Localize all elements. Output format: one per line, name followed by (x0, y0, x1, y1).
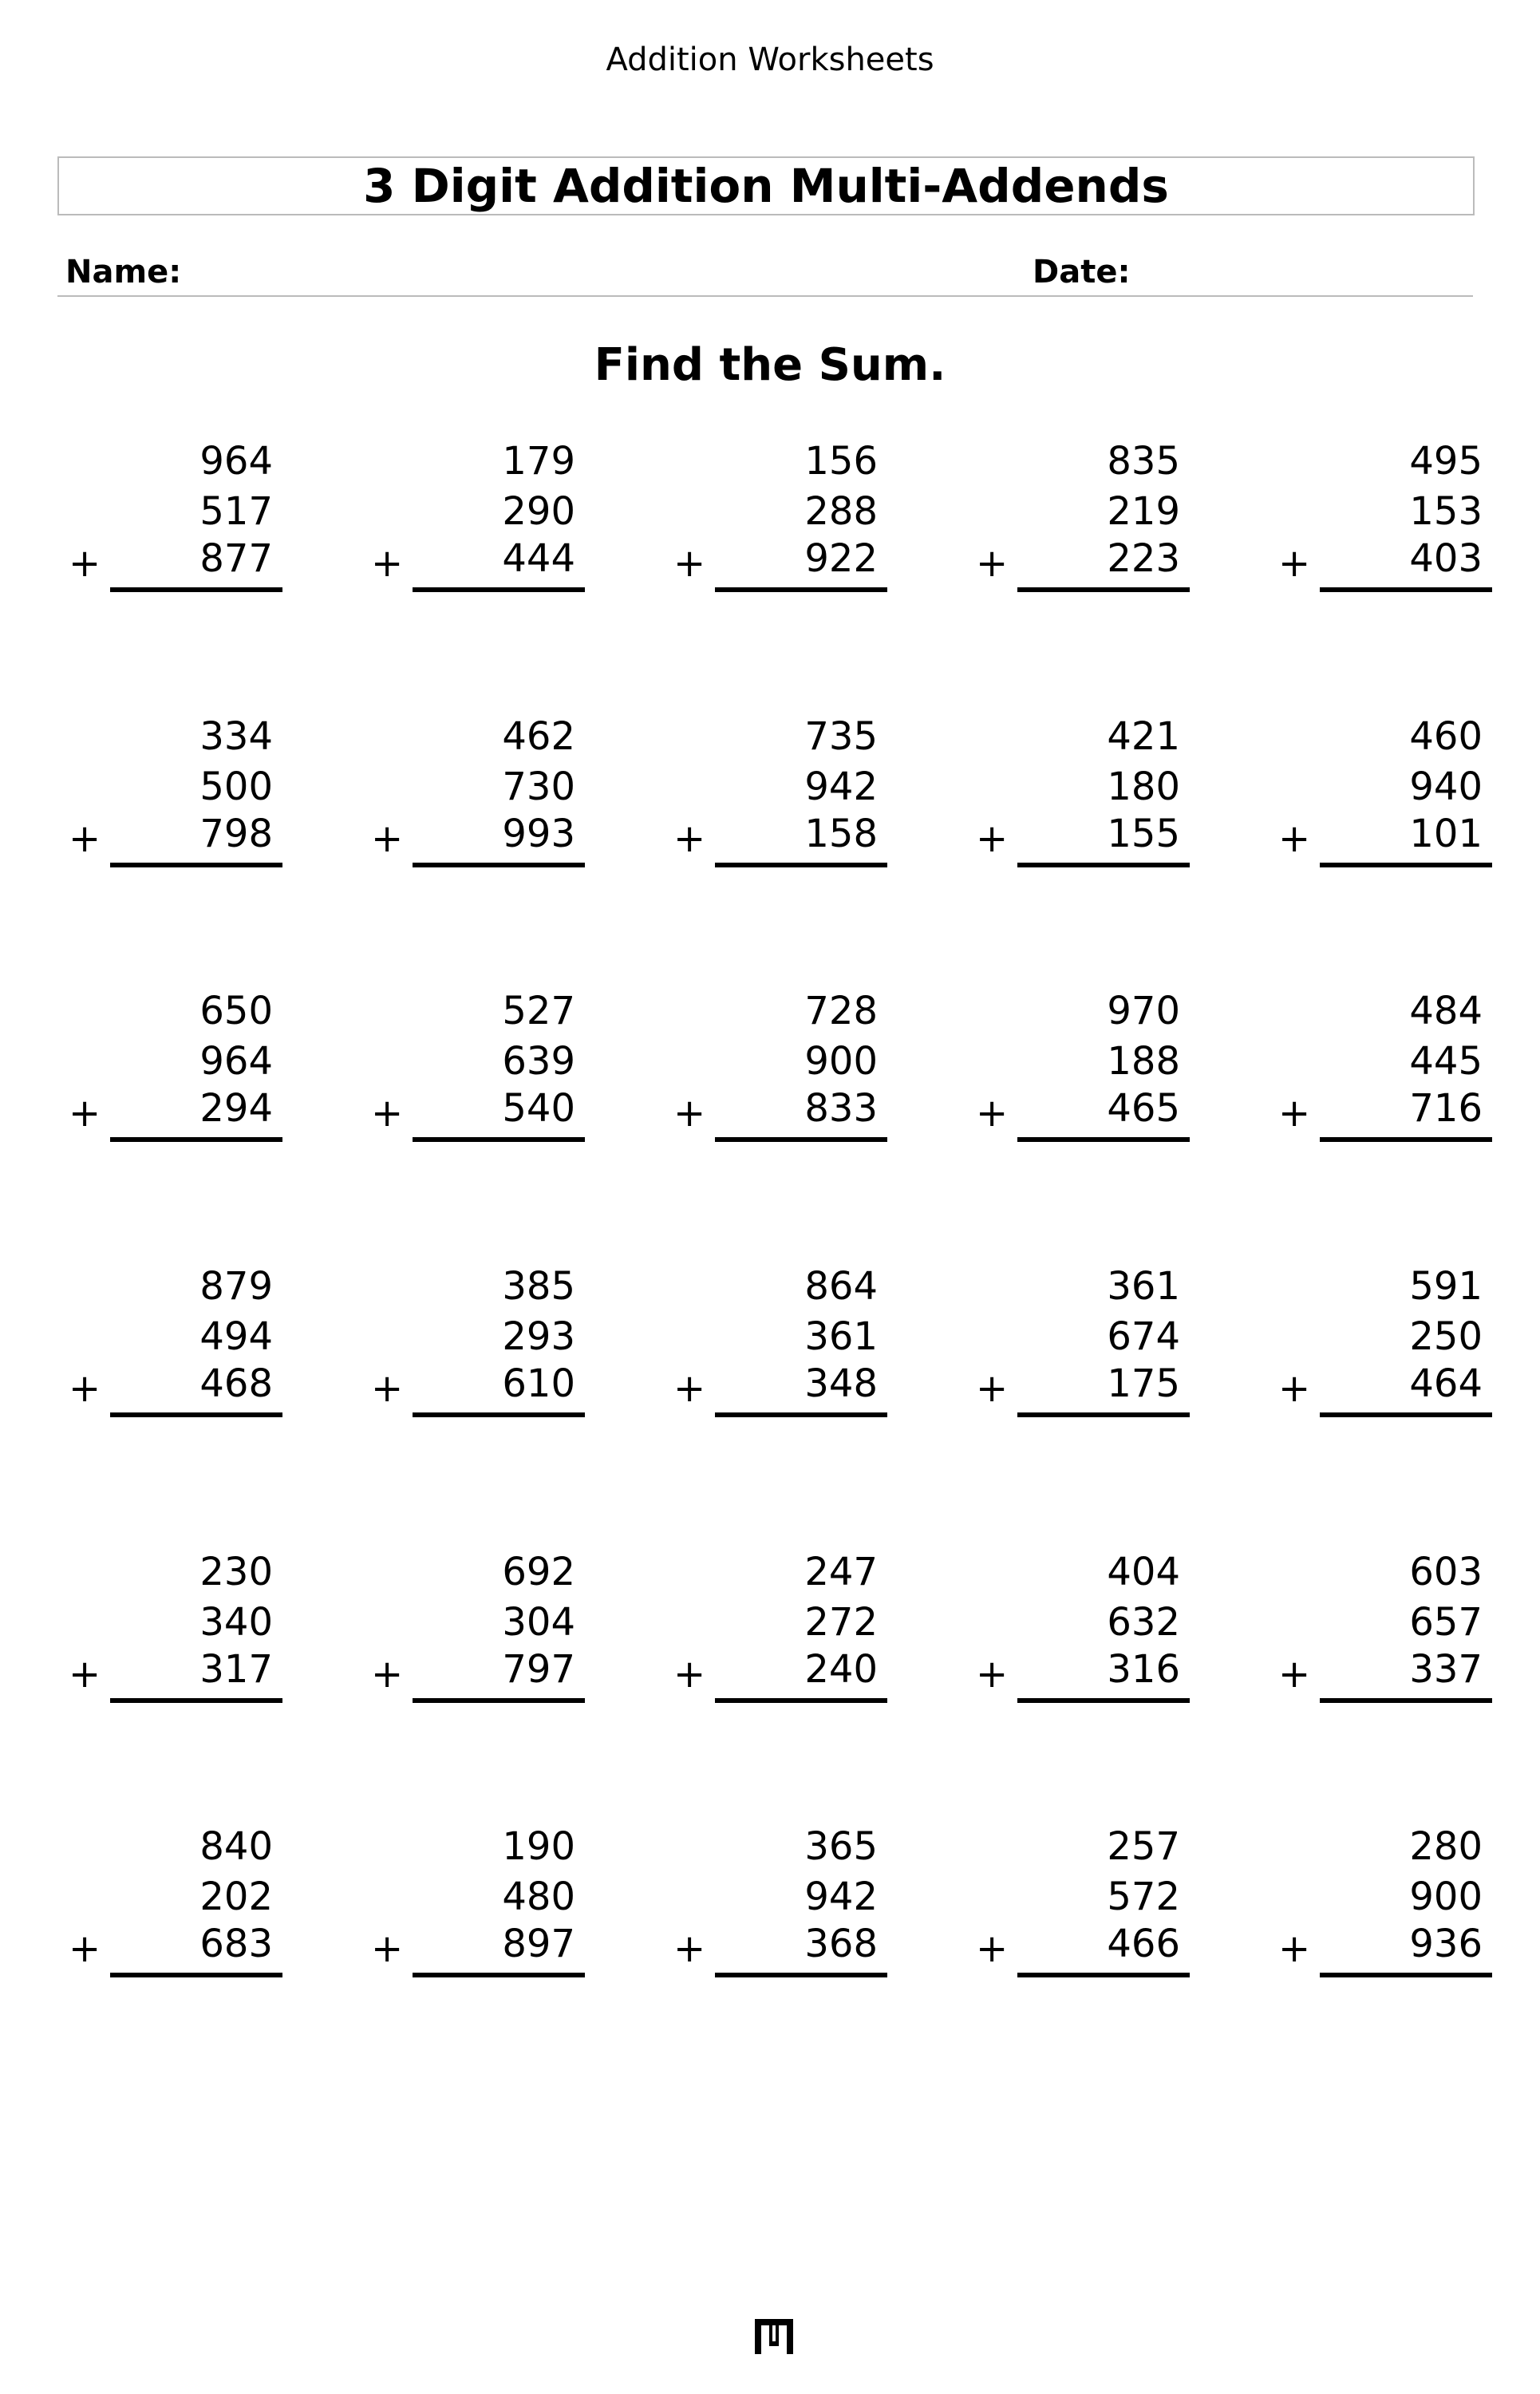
addend: 964 (199, 439, 273, 484)
addend: 445 (1409, 1039, 1483, 1084)
problem (976, 437, 1180, 613)
addend: 798 (199, 812, 273, 856)
addend: 361 (1107, 1264, 1180, 1309)
addend: 879 (199, 1264, 273, 1309)
plus-sign: + (1278, 1091, 1311, 1136)
answer-line (1017, 587, 1190, 592)
addend: 101 (1409, 812, 1483, 856)
addend: 936 (1409, 1922, 1483, 1966)
addend: 480 (502, 1875, 575, 1919)
answer-line (110, 1973, 282, 1977)
plus-sign: + (976, 1652, 1009, 1697)
plus-sign: + (371, 1366, 404, 1411)
problem (69, 987, 273, 1163)
addend: 632 (1107, 1600, 1180, 1645)
plus-sign: + (976, 1091, 1009, 1136)
addend: 864 (804, 1264, 878, 1309)
addend: 368 (804, 1922, 878, 1966)
problem (673, 1262, 878, 1438)
addend: 730 (502, 764, 575, 809)
problem (1278, 713, 1483, 888)
plus-sign: + (1278, 1366, 1311, 1411)
worksheet-title: 3 Digit Addition Multi-Addends (57, 156, 1475, 215)
addend: 247 (804, 1550, 878, 1594)
addend: 272 (804, 1600, 878, 1645)
addend: 940 (1409, 764, 1483, 809)
problem (371, 1548, 575, 1724)
problem (69, 713, 273, 888)
answer-line (715, 1137, 887, 1142)
addend: 942 (804, 764, 878, 809)
plus-sign: + (371, 1926, 404, 1971)
problem (673, 1823, 878, 1998)
addend: 421 (1107, 714, 1180, 759)
addend: 444 (502, 536, 575, 581)
problem (371, 1823, 575, 1998)
addend: 639 (502, 1039, 575, 1084)
addend: 294 (199, 1086, 273, 1131)
addend: 365 (804, 1824, 878, 1869)
addend: 835 (1107, 439, 1180, 484)
addend: 202 (199, 1875, 273, 1919)
answer-line (110, 1137, 282, 1142)
answer-line (413, 863, 585, 867)
addend: 175 (1107, 1361, 1180, 1406)
addend: 317 (199, 1647, 273, 1692)
problem (69, 1548, 273, 1724)
addend: 464 (1409, 1361, 1483, 1406)
plus-sign: + (371, 1652, 404, 1697)
addend: 657 (1409, 1600, 1483, 1645)
name-label: Name: (65, 254, 182, 290)
addend: 404 (1107, 1550, 1180, 1594)
problem (371, 437, 575, 613)
answer-line (715, 863, 887, 867)
problem (976, 1548, 1180, 1724)
addend: 603 (1409, 1550, 1483, 1594)
addend: 517 (199, 489, 273, 534)
plus-sign: + (371, 816, 404, 861)
plus-sign: + (69, 541, 101, 586)
answer-line (1320, 587, 1492, 592)
answer-line (1320, 1973, 1492, 1977)
addend: 500 (199, 764, 273, 809)
addend: 466 (1107, 1922, 1180, 1966)
instruction: Find the Sum. (594, 339, 946, 391)
plus-sign: + (673, 1366, 706, 1411)
answer-line (413, 1412, 585, 1417)
answer-line (110, 587, 282, 592)
addend: 334 (199, 714, 273, 759)
plus-sign: + (1278, 1926, 1311, 1971)
addend: 158 (804, 812, 878, 856)
plus-sign: + (69, 1366, 101, 1411)
problem (371, 987, 575, 1163)
addend: 610 (502, 1361, 575, 1406)
problem (371, 713, 575, 888)
answer-line (1320, 1412, 1492, 1417)
plus-sign: + (69, 1091, 101, 1136)
addend: 280 (1409, 1824, 1483, 1869)
addend: 288 (804, 489, 878, 534)
problem (1278, 987, 1483, 1163)
logo-icon (755, 2319, 793, 2354)
addend: 877 (199, 536, 273, 581)
plus-sign: + (69, 1652, 101, 1697)
plus-sign: + (1278, 1652, 1311, 1697)
addend: 188 (1107, 1039, 1180, 1084)
addend: 403 (1409, 536, 1483, 581)
addend: 240 (804, 1647, 878, 1692)
addend: 348 (804, 1361, 878, 1406)
problem (673, 437, 878, 613)
answer-line (110, 1412, 282, 1417)
plus-sign: + (976, 541, 1009, 586)
plus-sign: + (1278, 816, 1311, 861)
problem (69, 1823, 273, 1998)
answer-line (413, 1698, 585, 1703)
addend: 728 (804, 989, 878, 1033)
answer-line (715, 587, 887, 592)
addend: 223 (1107, 536, 1180, 581)
problem (1278, 1823, 1483, 1998)
answer-line (413, 1973, 585, 1977)
plus-sign: + (673, 1652, 706, 1697)
plus-sign: + (976, 1926, 1009, 1971)
addend: 190 (502, 1824, 575, 1869)
addend: 385 (502, 1264, 575, 1309)
addend: 468 (199, 1361, 273, 1406)
addend: 257 (1107, 1824, 1180, 1869)
addend: 156 (804, 439, 878, 484)
addend: 591 (1409, 1264, 1483, 1309)
problem (673, 1548, 878, 1724)
addend: 572 (1107, 1875, 1180, 1919)
addend: 922 (804, 536, 878, 581)
problem (673, 987, 878, 1163)
answer-line (715, 1412, 887, 1417)
answer-line (1320, 1137, 1492, 1142)
addend: 942 (804, 1875, 878, 1919)
addend: 840 (199, 1824, 273, 1869)
answer-line (413, 587, 585, 592)
problem (1278, 1262, 1483, 1438)
addend: 993 (502, 812, 575, 856)
addend: 650 (199, 989, 273, 1033)
answer-line (110, 1698, 282, 1703)
addend: 897 (502, 1922, 575, 1966)
plus-sign: + (69, 1926, 101, 1971)
date-label: Date: (1033, 254, 1131, 290)
problem (976, 1823, 1180, 1998)
plus-sign: + (673, 541, 706, 586)
plus-sign: + (371, 1091, 404, 1136)
answer-line (715, 1698, 887, 1703)
problem (371, 1262, 575, 1438)
addend: 293 (502, 1314, 575, 1359)
addend: 692 (502, 1550, 575, 1594)
answer-line (715, 1973, 887, 1977)
addend: 230 (199, 1550, 273, 1594)
addend: 494 (199, 1314, 273, 1359)
addend: 219 (1107, 489, 1180, 534)
addend: 340 (199, 1600, 273, 1645)
problem (976, 1262, 1180, 1438)
site-title: Addition Worksheets (606, 41, 934, 78)
addend: 337 (1409, 1647, 1483, 1692)
answer-line (1017, 1698, 1190, 1703)
problem (976, 987, 1180, 1163)
addend: 716 (1409, 1086, 1483, 1131)
answer-line (110, 863, 282, 867)
addend: 527 (502, 989, 575, 1033)
addend: 970 (1107, 989, 1180, 1033)
addend: 179 (502, 439, 575, 484)
name-date-row (57, 249, 1473, 297)
addend: 465 (1107, 1086, 1180, 1131)
addend: 495 (1409, 439, 1483, 484)
plus-sign: + (976, 816, 1009, 861)
addend: 540 (502, 1086, 575, 1131)
answer-line (413, 1137, 585, 1142)
addend: 361 (804, 1314, 878, 1359)
addend: 674 (1107, 1314, 1180, 1359)
answer-line (1320, 1698, 1492, 1703)
addend: 797 (502, 1647, 575, 1692)
answer-line (1017, 1412, 1190, 1417)
addend: 304 (502, 1600, 575, 1645)
problem (976, 713, 1180, 888)
plus-sign: + (673, 1091, 706, 1136)
addend: 153 (1409, 489, 1483, 534)
addend: 900 (1409, 1875, 1483, 1919)
addend: 460 (1409, 714, 1483, 759)
addend: 290 (502, 489, 575, 534)
problem (1278, 1548, 1483, 1724)
addend: 484 (1409, 989, 1483, 1033)
addend: 180 (1107, 764, 1180, 809)
answer-line (1320, 863, 1492, 867)
problem (69, 1262, 273, 1438)
addend: 316 (1107, 1647, 1180, 1692)
addend: 462 (502, 714, 575, 759)
answer-line (1017, 1137, 1190, 1142)
addend: 900 (804, 1039, 878, 1084)
problem (1278, 437, 1483, 613)
answer-line (1017, 863, 1190, 867)
addend: 735 (804, 714, 878, 759)
answer-line (1017, 1973, 1190, 1977)
plus-sign: + (371, 541, 404, 586)
plus-sign: + (673, 816, 706, 861)
plus-sign: + (673, 1926, 706, 1971)
addend: 964 (199, 1039, 273, 1084)
addend: 250 (1409, 1314, 1483, 1359)
problem (69, 437, 273, 613)
addend: 683 (199, 1922, 273, 1966)
plus-sign: + (69, 816, 101, 861)
problem (673, 713, 878, 888)
addend: 155 (1107, 812, 1180, 856)
plus-sign: + (1278, 541, 1311, 586)
plus-sign: + (976, 1366, 1009, 1411)
addend: 833 (804, 1086, 878, 1131)
